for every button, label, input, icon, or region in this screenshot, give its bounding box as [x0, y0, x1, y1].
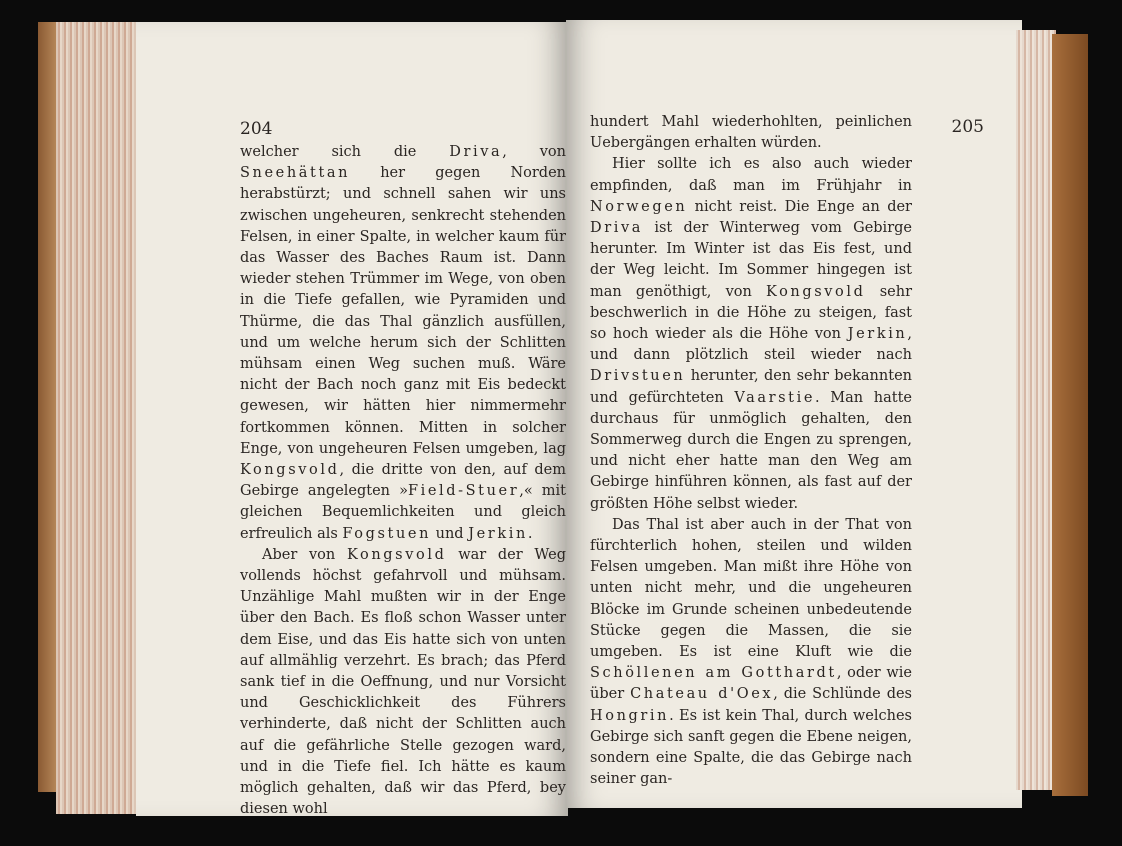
spaced-name: Field-Stuer — [407, 483, 520, 500]
text-run: welcher sich die — [240, 144, 450, 160]
book-cover-right — [1052, 34, 1088, 796]
text-run: , und dann plötzlich steil wieder nach — [590, 326, 912, 364]
spaced-name: Drivstuen — [590, 368, 686, 385]
text-run: sehr beschwerlich in die Höhe zu steigen, fast so hoch wieder als die Höhe von — [590, 283, 912, 343]
spaced-name: Jerkin — [468, 525, 528, 542]
spaced-name: Driva — [590, 220, 644, 237]
spaced-name: Hongrin — [590, 707, 670, 724]
text-run: . Man hatte durchaus für unmöglich gehalten, den Sommerweg durch die Engen zu sprengen, und nicht eher hatte man den Weg am Gebirge hinführen können, als fast auf der größten Höhe selbst wieder. — [590, 389, 912, 512]
book-cover-left — [38, 22, 58, 792]
page-number-left: 204 — [240, 119, 273, 139]
text-run: hundert Mahl wiederhohlten, peinlichen Uebergängen erhalten würden. — [590, 114, 912, 152]
text-run: herunter, den sehr bekannten und gefürchteten — [590, 368, 912, 406]
spaced-name: Chateau d'Oex — [630, 686, 774, 703]
text-run: ,« mit gleichen Bequemlichkeiten und gleich erfreulich als — [240, 483, 566, 542]
text-run: ist der Winterweg vom Gebirge herunter. Im Winter ist das Eis fest, und der Weg leicht. Im Sommer hingegen ist man genöthigt, von — [590, 220, 912, 300]
spaced-name: Fogstuen — [342, 525, 432, 542]
text-run: Hier sollte ich es also auch wieder empfinden, daß man im Frühjahr in — [590, 156, 912, 194]
page-edges-left — [56, 22, 140, 814]
page-number-right: 205 — [951, 117, 984, 137]
text-run: Das Thal ist aber auch in der That von fürchterlich hohen, steilen und wilden Felsen umgeben. Man mißt ihre Höhe von unten nicht mehr, und die ungeheuren Blöcke im Grunde scheinen unbedeutende Stücke gegen die Massen, die sie umgeben. Es ist eine Kluft wie die — [590, 516, 912, 661]
spaced-name: Jerkin — [847, 326, 908, 343]
text-run: . — [527, 525, 533, 542]
right-page-text — [590, 112, 912, 791]
spaced-name: Driva — [449, 144, 503, 160]
text-run: , die dritte von den, auf dem Gebirge angelegten » — [240, 462, 566, 500]
spaced-name: Vaarstie — [734, 389, 816, 406]
text-run: Aber von — [262, 546, 347, 563]
spaced-name: Kongsvold — [346, 546, 447, 563]
spaced-name: Sneehättan — [240, 165, 351, 182]
paragraph — [590, 154, 912, 514]
text-run: war der Weg vollends höchst gefahrvoll und mühsam. Unzählige Mahl mußten wir in der Enge über den Bach. Es floß schon Wasser unter dem Eise, und das Eis hatte sich von unten auf allmählig verzehrt. Es brach; das Pferd sank tief in die Oeffnung, und nur Vorsicht und Geschicklichkeit des Führers verhinderte, daß nicht der Schlitten auch auf die gefährliche Stelle gezogen ward, und in die Tiefe fiel. Ich hätte es kaum möglich gehalten, daß wir das Pferd, bey diesen wohl — [240, 546, 566, 818]
paragraph — [240, 142, 566, 545]
spaced-name: Kongsvold — [240, 462, 340, 479]
text-run: , die Schlünde des — [773, 686, 912, 703]
paragraph — [590, 112, 912, 154]
spaced-name: Schöllenen am Gotthardt — [590, 665, 837, 682]
page-edges-right — [1016, 30, 1056, 790]
text-run: , von — [502, 144, 566, 160]
text-run: . Es ist kein Thal, durch welches Gebirge sich sanft gegen die Ebene neigen, sondern eine Spalte, die das Gebirge nach seiner gan- — [590, 707, 912, 788]
spaced-name: Kongsvold — [766, 283, 866, 300]
left-page — [136, 22, 568, 816]
spaced-name: Norwegen — [590, 198, 688, 215]
left-page-text — [240, 142, 566, 821]
paragraph — [590, 515, 912, 791]
text-run: nicht reist. Die Enge an der — [687, 198, 912, 215]
right-page — [566, 20, 1022, 808]
text-run: und — [431, 525, 469, 542]
paragraph — [240, 545, 566, 821]
text-run: her gegen Norden herabstürzt; und schnell sahen wir uns zwischen ungeheuren, senkrecht stehenden Felsen, in einer Spalte, in welcher kaum für das Wasser des Baches Raum ist. Dann wieder stehen Trümmer im Wege, von oben in die Tiefe gefallen, wie Pyramiden und Thürme, die das Thal gänzlich ausfüllen, und um welche herum sich der Schlitten mühsam einen Weg suchen muß. Wäre nicht der Bach noch ganz mit Eis bedeckt gewesen, wir hätten hier nimmermehr fortkommen können. Mitten in solcher Enge, von ungeheuren Felsen umgeben, lag — [240, 165, 566, 457]
text-run: , oder wie über — [590, 665, 912, 703]
